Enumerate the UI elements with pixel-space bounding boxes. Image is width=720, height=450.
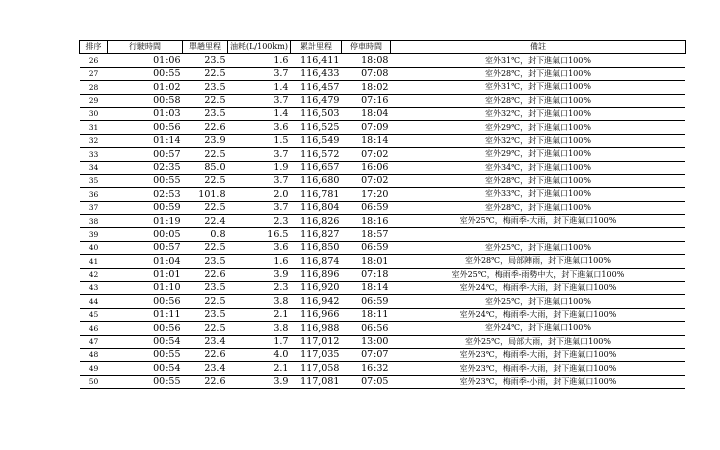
cell-trip-distance: 22.6 bbox=[183, 375, 228, 388]
table-row bbox=[80, 174, 686, 187]
cell-remarks: 室外32℃，封下進氣口100% bbox=[390, 134, 685, 147]
cell-remarks: 室外28℃，封下進氣口100% bbox=[390, 174, 685, 187]
cell-index: 29 bbox=[80, 94, 108, 107]
header-row bbox=[80, 41, 686, 54]
cell-trip-distance: 0.8 bbox=[183, 228, 228, 241]
cell-drive-time: 00:57 bbox=[108, 241, 183, 254]
table-row bbox=[80, 308, 686, 321]
table-row bbox=[80, 255, 686, 268]
cell-odometer: 116,657 bbox=[290, 161, 341, 174]
cell-trip-distance: 22.6 bbox=[183, 268, 228, 281]
table-row bbox=[80, 188, 686, 201]
cell-remarks: 室外31℃，封下進氣口100% bbox=[390, 54, 685, 67]
table-row bbox=[80, 201, 686, 214]
cell-drive-time: 00:55 bbox=[108, 375, 183, 388]
cell-drive-time: 00:54 bbox=[108, 362, 183, 375]
cell-index: 27 bbox=[80, 67, 108, 80]
cell-remarks: 室外28℃，封下進氣口100% bbox=[390, 201, 685, 214]
cell-trip-distance: 22.5 bbox=[183, 201, 228, 214]
table-row bbox=[80, 362, 686, 375]
cell-drive-time: 00:54 bbox=[108, 335, 183, 348]
cell-index: 44 bbox=[80, 295, 108, 308]
cell-park-time: 07:16 bbox=[341, 94, 390, 107]
cell-odometer: 116,525 bbox=[290, 121, 341, 134]
cell-trip-distance: 22.5 bbox=[183, 322, 228, 335]
cell-fuel-consumption: 3.7 bbox=[228, 94, 291, 107]
cell-index: 38 bbox=[80, 215, 108, 228]
cell-remarks: 室外25℃，封下進氣口100% bbox=[390, 295, 685, 308]
cell-odometer: 116,503 bbox=[290, 107, 341, 120]
cell-remarks: 室外25℃，梅雨季-大雨，封下進氣口100% bbox=[390, 215, 685, 228]
cell-index: 39 bbox=[80, 228, 108, 241]
cell-trip-distance: 85.0 bbox=[183, 161, 228, 174]
table-row bbox=[80, 148, 686, 161]
cell-drive-time: 01:19 bbox=[108, 215, 183, 228]
cell-drive-time: 01:01 bbox=[108, 268, 183, 281]
cell-park-time: 07:02 bbox=[341, 148, 390, 161]
cell-drive-time: 01:04 bbox=[108, 255, 183, 268]
cell-odometer: 116,988 bbox=[290, 322, 341, 335]
table-row bbox=[80, 375, 686, 388]
cell-remarks: 室外23℃，梅雨季-小雨，封下進氣口100% bbox=[390, 375, 685, 388]
cell-index: 33 bbox=[80, 148, 108, 161]
cell-trip-distance: 23.5 bbox=[183, 255, 228, 268]
table-row bbox=[80, 94, 686, 107]
cell-trip-distance: 22.5 bbox=[183, 67, 228, 80]
cell-index: 47 bbox=[80, 335, 108, 348]
cell-remarks: 室外28℃，封下進氣口100% bbox=[390, 94, 685, 107]
cell-remarks: 室外33℃，封下進氣口100% bbox=[390, 188, 685, 201]
cell-remarks: 室外31℃，封下進氣口100% bbox=[390, 81, 685, 94]
cell-park-time: 06:59 bbox=[341, 295, 390, 308]
cell-park-time: 06:56 bbox=[341, 322, 390, 335]
cell-drive-time: 01:14 bbox=[108, 134, 183, 147]
trip-log-table bbox=[79, 40, 686, 389]
cell-remarks: 室外24℃，封下進氣口100% bbox=[390, 322, 685, 335]
cell-park-time: 18:01 bbox=[341, 255, 390, 268]
cell-odometer: 117,081 bbox=[290, 375, 341, 388]
cell-trip-distance: 23.5 bbox=[183, 54, 228, 67]
cell-fuel-consumption: 1.5 bbox=[228, 134, 291, 147]
cell-odometer: 116,896 bbox=[290, 268, 341, 281]
cell-index: 31 bbox=[80, 121, 108, 134]
cell-park-time: 07:05 bbox=[341, 375, 390, 388]
cell-drive-time: 00:57 bbox=[108, 148, 183, 161]
cell-fuel-consumption: 2.0 bbox=[228, 188, 291, 201]
cell-drive-time: 00:55 bbox=[108, 174, 183, 187]
cell-trip-distance: 22.5 bbox=[183, 94, 228, 107]
cell-fuel-consumption: 3.7 bbox=[228, 201, 291, 214]
cell-trip-distance: 23.5 bbox=[183, 81, 228, 94]
cell-remarks: 室外24℃，梅雨季-大雨，封下進氣口100% bbox=[390, 308, 685, 321]
cell-trip-distance: 22.5 bbox=[183, 148, 228, 161]
cell-index: 30 bbox=[80, 107, 108, 120]
cell-remarks: 室外25℃，局部大雨，封下進氣口100% bbox=[390, 335, 685, 348]
cell-drive-time: 00:59 bbox=[108, 201, 183, 214]
cell-drive-time: 01:10 bbox=[108, 282, 183, 295]
cell-index: 26 bbox=[80, 54, 108, 67]
header-cell-remarks: 備註 bbox=[390, 41, 685, 54]
table-body bbox=[80, 54, 686, 389]
cell-index: 45 bbox=[80, 308, 108, 321]
cell-drive-time: 02:35 bbox=[108, 161, 183, 174]
table-row bbox=[80, 81, 686, 94]
cell-index: 42 bbox=[80, 268, 108, 281]
cell-drive-time: 00:58 bbox=[108, 94, 183, 107]
header-cell-drive-time: 行駛時間 bbox=[108, 41, 183, 54]
cell-trip-distance: 23.5 bbox=[183, 308, 228, 321]
cell-odometer: 116,680 bbox=[290, 174, 341, 187]
table-row bbox=[80, 215, 686, 228]
table-row bbox=[80, 228, 686, 241]
cell-trip-distance: 22.5 bbox=[183, 241, 228, 254]
cell-park-time: 18:14 bbox=[341, 282, 390, 295]
table-row bbox=[80, 161, 686, 174]
cell-index: 40 bbox=[80, 241, 108, 254]
cell-fuel-consumption: 3.9 bbox=[228, 375, 291, 388]
cell-index: 46 bbox=[80, 322, 108, 335]
cell-remarks: 室外32℃，封下進氣口100% bbox=[390, 107, 685, 120]
table-row bbox=[80, 54, 686, 67]
table-row bbox=[80, 67, 686, 80]
cell-park-time: 16:32 bbox=[341, 362, 390, 375]
table-row bbox=[80, 268, 686, 281]
cell-index: 28 bbox=[80, 81, 108, 94]
spreadsheet bbox=[79, 40, 686, 389]
cell-park-time: 18:02 bbox=[341, 81, 390, 94]
cell-remarks: 室外28℃，局部陣雨，封下進氣口100% bbox=[390, 255, 685, 268]
cell-drive-time: 01:06 bbox=[108, 54, 183, 67]
cell-index: 32 bbox=[80, 134, 108, 147]
header-cell-park-time: 停車時間 bbox=[341, 41, 390, 54]
cell-park-time: 18:57 bbox=[341, 228, 390, 241]
cell-fuel-consumption: 2.3 bbox=[228, 215, 291, 228]
cell-fuel-consumption: 3.7 bbox=[228, 67, 291, 80]
cell-park-time: 18:04 bbox=[341, 107, 390, 120]
cell-park-time: 06:59 bbox=[341, 241, 390, 254]
cell-odometer: 117,035 bbox=[290, 348, 341, 361]
cell-park-time: 18:11 bbox=[341, 308, 390, 321]
cell-fuel-consumption: 1.9 bbox=[228, 161, 291, 174]
cell-park-time: 18:16 bbox=[341, 215, 390, 228]
cell-trip-distance: 23.9 bbox=[183, 134, 228, 147]
header-cell-fuel-consumption: 油耗(L/100km) bbox=[228, 41, 291, 54]
cell-park-time: 07:09 bbox=[341, 121, 390, 134]
cell-remarks: 室外23℃，梅雨季-大雨，封下進氣口100% bbox=[390, 362, 685, 375]
cell-trip-distance: 22.6 bbox=[183, 348, 228, 361]
table-row bbox=[80, 241, 686, 254]
cell-park-time: 07:07 bbox=[341, 348, 390, 361]
cell-remarks: 室外24℃，梅雨季-大雨，封下進氣口100% bbox=[390, 282, 685, 295]
cell-odometer: 116,966 bbox=[290, 308, 341, 321]
cell-fuel-consumption: 3.7 bbox=[228, 174, 291, 187]
cell-index: 41 bbox=[80, 255, 108, 268]
cell-index: 35 bbox=[80, 174, 108, 187]
header-cell-trip-distance: 單趟里程 bbox=[183, 41, 228, 54]
cell-index: 43 bbox=[80, 282, 108, 295]
cell-fuel-consumption: 3.9 bbox=[228, 268, 291, 281]
cell-remarks: 室外25℃，梅雨季-雨勢中大，封下進氣口100% bbox=[390, 268, 685, 281]
cell-odometer: 116,572 bbox=[290, 148, 341, 161]
cell-fuel-consumption: 1.4 bbox=[228, 107, 291, 120]
cell-drive-time: 00:56 bbox=[108, 295, 183, 308]
cell-index: 50 bbox=[80, 375, 108, 388]
cell-fuel-consumption: 3.8 bbox=[228, 322, 291, 335]
cell-index: 37 bbox=[80, 201, 108, 214]
cell-drive-time: 01:03 bbox=[108, 107, 183, 120]
cell-odometer: 116,457 bbox=[290, 81, 341, 94]
cell-index: 34 bbox=[80, 161, 108, 174]
cell-odometer: 116,804 bbox=[290, 201, 341, 214]
table-row bbox=[80, 322, 686, 335]
cell-park-time: 07:08 bbox=[341, 67, 390, 80]
cell-remarks: 室外29℃，封下進氣口100% bbox=[390, 148, 685, 161]
cell-index: 36 bbox=[80, 188, 108, 201]
cell-drive-time: 00:05 bbox=[108, 228, 183, 241]
cell-fuel-consumption: 1.6 bbox=[228, 54, 291, 67]
cell-fuel-consumption: 4.0 bbox=[228, 348, 291, 361]
table-row bbox=[80, 282, 686, 295]
cell-trip-distance: 22.5 bbox=[183, 174, 228, 187]
cell-fuel-consumption: 1.6 bbox=[228, 255, 291, 268]
cell-park-time: 16:06 bbox=[341, 161, 390, 174]
header-cell-index: 排序 bbox=[80, 41, 108, 54]
cell-fuel-consumption: 2.1 bbox=[228, 308, 291, 321]
cell-drive-time: 00:56 bbox=[108, 322, 183, 335]
cell-odometer: 116,411 bbox=[290, 54, 341, 67]
cell-drive-time: 00:55 bbox=[108, 67, 183, 80]
cell-odometer: 116,827 bbox=[290, 228, 341, 241]
cell-drive-time: 00:55 bbox=[108, 348, 183, 361]
cell-drive-time: 01:11 bbox=[108, 308, 183, 321]
cell-remarks bbox=[390, 228, 685, 241]
cell-remarks: 室外29℃，封下進氣口100% bbox=[390, 121, 685, 134]
cell-remarks: 室外25℃，封下進氣口100% bbox=[390, 241, 685, 254]
cell-odometer: 116,549 bbox=[290, 134, 341, 147]
cell-odometer: 116,874 bbox=[290, 255, 341, 268]
cell-odometer: 116,479 bbox=[290, 94, 341, 107]
cell-odometer: 116,433 bbox=[290, 67, 341, 80]
cell-fuel-consumption: 3.6 bbox=[228, 121, 291, 134]
table-row bbox=[80, 348, 686, 361]
cell-odometer: 116,920 bbox=[290, 282, 341, 295]
table-row bbox=[80, 107, 686, 120]
cell-odometer: 117,012 bbox=[290, 335, 341, 348]
cell-park-time: 06:59 bbox=[341, 201, 390, 214]
table-row bbox=[80, 295, 686, 308]
cell-odometer: 116,942 bbox=[290, 295, 341, 308]
cell-fuel-consumption: 2.3 bbox=[228, 282, 291, 295]
cell-park-time: 13:00 bbox=[341, 335, 390, 348]
cell-trip-distance: 23.4 bbox=[183, 362, 228, 375]
cell-index: 48 bbox=[80, 348, 108, 361]
table-row bbox=[80, 134, 686, 147]
cell-trip-distance: 22.5 bbox=[183, 295, 228, 308]
cell-drive-time: 02:53 bbox=[108, 188, 183, 201]
cell-odometer: 116,781 bbox=[290, 188, 341, 201]
cell-index: 49 bbox=[80, 362, 108, 375]
cell-remarks: 室外23℃，梅雨季-大雨，封下進氣口100% bbox=[390, 348, 685, 361]
cell-remarks: 室外28℃，封下進氣口100% bbox=[390, 67, 685, 80]
cell-drive-time: 00:56 bbox=[108, 121, 183, 134]
cell-trip-distance: 23.5 bbox=[183, 282, 228, 295]
cell-trip-distance: 23.4 bbox=[183, 335, 228, 348]
table-row bbox=[80, 335, 686, 348]
cell-fuel-consumption: 3.7 bbox=[228, 148, 291, 161]
cell-odometer: 117,058 bbox=[290, 362, 341, 375]
cell-fuel-consumption: 3.8 bbox=[228, 295, 291, 308]
cell-park-time: 17:20 bbox=[341, 188, 390, 201]
cell-fuel-consumption: 3.6 bbox=[228, 241, 291, 254]
cell-remarks: 室外34℃，封下進氣口100% bbox=[390, 161, 685, 174]
cell-park-time: 18:14 bbox=[341, 134, 390, 147]
cell-odometer: 116,850 bbox=[290, 241, 341, 254]
cell-park-time: 07:02 bbox=[341, 174, 390, 187]
cell-park-time: 18:08 bbox=[341, 54, 390, 67]
cell-trip-distance: 23.5 bbox=[183, 107, 228, 120]
table-row bbox=[80, 121, 686, 134]
cell-trip-distance: 101.8 bbox=[183, 188, 228, 201]
cell-fuel-consumption: 16.5 bbox=[228, 228, 291, 241]
cell-trip-distance: 22.6 bbox=[183, 121, 228, 134]
cell-fuel-consumption: 2.1 bbox=[228, 362, 291, 375]
cell-trip-distance: 22.4 bbox=[183, 215, 228, 228]
cell-fuel-consumption: 1.4 bbox=[228, 81, 291, 94]
cell-odometer: 116,826 bbox=[290, 215, 341, 228]
cell-park-time: 07:18 bbox=[341, 268, 390, 281]
cell-drive-time: 01:02 bbox=[108, 81, 183, 94]
cell-fuel-consumption: 1.7 bbox=[228, 335, 291, 348]
header-cell-odometer: 累計里程 bbox=[290, 41, 341, 54]
